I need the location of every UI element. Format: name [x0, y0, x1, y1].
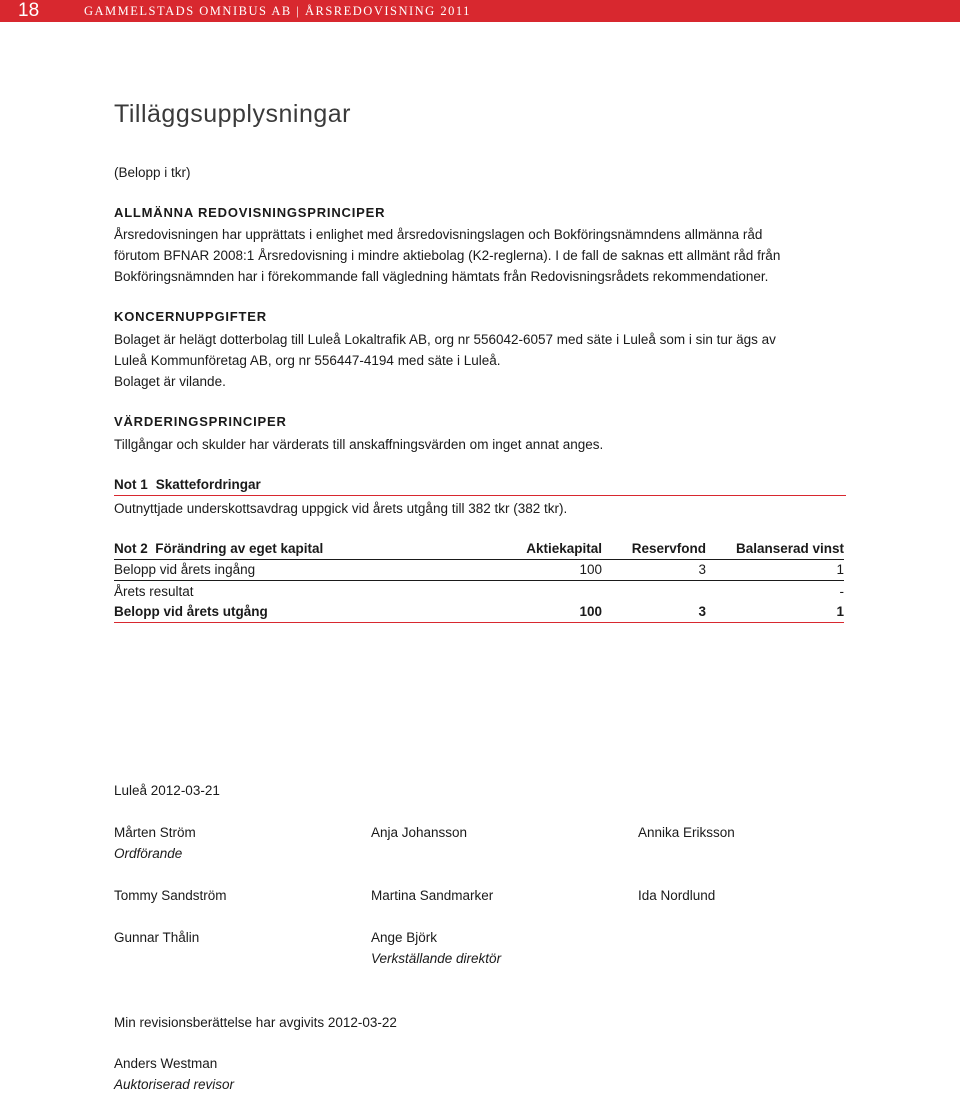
table-header-row	[114, 538, 844, 559]
cell-value: 3	[602, 559, 706, 581]
cell-value: 3	[602, 602, 706, 623]
cell-value: 1	[706, 602, 844, 623]
group-info-line-3: Bolaget är vilande.	[114, 374, 226, 389]
audit-statement: Min revisionsberättelse har avgivits 2012-03-22	[114, 1015, 397, 1030]
row-label: Belopp vid årets ingång	[114, 559, 494, 581]
signatory-name: Ida Nordlund	[638, 888, 716, 903]
table-row	[114, 581, 844, 602]
valuation-principles-heading: VÄRDERINGSPRINCIPER	[114, 414, 287, 429]
group-info-line-1: Bolaget är helägt dotterbolag till Luleå Lokaltrafik AB, org nr 556042-6057 med säte i Luleå som i sin tur ägs av	[114, 332, 776, 347]
group-info-heading: KONCERNUPPGIFTER	[114, 309, 267, 324]
table-total-row	[114, 602, 844, 623]
signatory-name: Gunnar Thålin	[114, 930, 200, 945]
auditor-signature-block	[114, 1053, 234, 1095]
signatory-name: Ange Björk	[371, 930, 438, 945]
cell-value: 100	[494, 559, 602, 581]
note-1-heading	[114, 477, 846, 496]
accounting-principles-line-2: förutom BFNAR 2008:1 Årsredovisning i mindre aktiebolag (K2-reglerna). I de fall de saknas ett allmänt råd från	[114, 248, 781, 263]
page-number: 18	[18, 0, 40, 21]
cell-value	[494, 581, 602, 602]
equity-change-table	[114, 538, 844, 623]
accounting-principles-line-3: Bokföringsnämnden har i förekommande fall vägledning hämtats från Redovisningsrådets rekommendationer.	[114, 269, 769, 284]
note-1-text: Outnyttjade underskottsavdrag uppgick vid årets utgång till 382 tkr (382 tkr).	[114, 501, 568, 516]
signatory-name: Tommy Sandström	[114, 888, 227, 903]
cell-value: 1	[706, 559, 844, 581]
signatory-role: Verkställande direktör	[371, 951, 502, 966]
signature-block	[114, 927, 199, 948]
signature-block	[371, 885, 493, 906]
amount-unit-note: (Belopp i tkr)	[114, 165, 191, 180]
valuation-principles-line-1: Tillgångar och skulder har värderats till anskaffningsvärden om inget annat anges.	[114, 437, 604, 452]
running-head: GAMMELSTADS OMNIBUS AB | ÅRSREDOVISNING 2011	[84, 3, 471, 18]
column-header-reserve-fund: Reservfond	[602, 538, 706, 559]
signatory-role: Ordförande	[114, 846, 183, 861]
note-1-title: Skattefordringar	[155, 477, 261, 492]
table-row	[114, 559, 844, 581]
signature-block	[638, 822, 735, 843]
signatory-name: Annika Eriksson	[638, 825, 735, 840]
note-2-number: Not 2	[114, 540, 148, 556]
signatory-name: Martina Sandmarker	[371, 888, 494, 903]
cell-value	[602, 581, 706, 602]
column-header-retained-earnings: Balanserad vinst	[706, 538, 844, 559]
row-label: Årets resultat	[114, 583, 194, 599]
header-bar	[0, 0, 960, 22]
signature-block	[638, 885, 715, 906]
accounting-principles-line-1: Årsredovisningen har upprättats i enlighet med årsredovisningslagen och Bokföringsnämndens allmänna råd	[114, 227, 763, 242]
cell-value: -	[839, 583, 844, 599]
signature-block	[114, 822, 196, 864]
note-2-title: Förändring av eget kapital	[155, 540, 324, 556]
accounting-principles-heading: ALLMÄNNA REDOVISNINGSPRINCIPER	[114, 205, 386, 220]
place-and-date: Luleå 2012-03-21	[114, 783, 220, 798]
auditor-name: Anders Westman	[114, 1056, 218, 1071]
auditor-role: Auktoriserad revisor	[114, 1077, 235, 1092]
cell-value: 100	[494, 602, 602, 623]
signatory-name: Mårten Ström	[114, 825, 196, 840]
signature-block	[114, 885, 227, 906]
signatory-name: Anja Johansson	[371, 825, 468, 840]
note-1-number: Not 1	[114, 477, 148, 492]
page-title: Tilläggsupplysningar	[114, 100, 351, 128]
note-2-heading	[114, 538, 494, 559]
column-header-share-capital: Aktiekapital	[494, 538, 602, 559]
row-label: Belopp vid årets utgång	[114, 602, 494, 623]
signature-block	[371, 927, 501, 969]
group-info-line-2: Luleå Kommunföretag AB, org nr 556447-4194 med säte i Luleå.	[114, 353, 501, 368]
signature-block	[371, 822, 467, 843]
